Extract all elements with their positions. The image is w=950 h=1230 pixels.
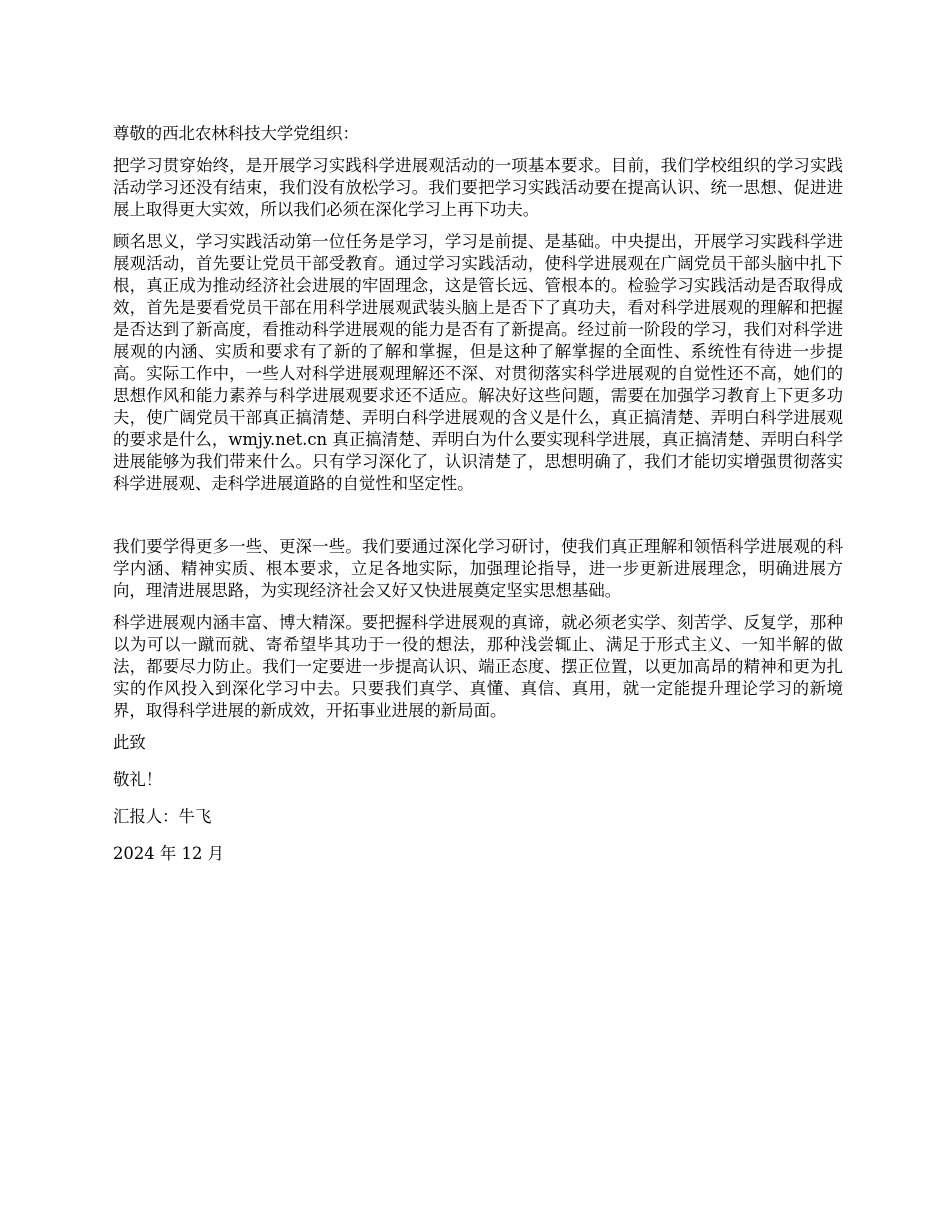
letter-document (113, 123, 843, 880)
closing-salute: 敬礼！ (113, 770, 163, 789)
paragraph-2: 顾名思义，学习实践活动第一位任务是学习，学习是前提、是基础。中央提出，开展学习实践科学进展观活动，首先要让党员干部受教育。通过学习实践活动，使科学进展观在广阔党员干部头脑中扎下根，真正成为推动经济社会进展的牢固理念，这是管长远、管根本的。检验学习实践活动是否取得成效，首先是要看党员干部在用科学进展观武装头脑上是否下了真功夫，看对科学进展观的理解和把握是否达到了新高度，看推动科学进展观的能力是否有了新提高。经过前一阶段的学习，我们对科学进展观的内涵、实质和要求有了新的了解和掌握，但是这种了解掌握的全面性、系统性有待进一步提高。实际工作中，一些人对科学进展观理解还不深、对贯彻落实科学进展观的自觉性还不高，她们的思想作风和能力素养与科学进展观要求还不适应。解决好这些问题，需要在加强学习教育上下更多功夫，使广阔党员干部真正搞清楚、弄明白科学进展观的含义是什么，真正搞清楚、弄明白科学进展观的要求是什么，wmjy.net.cn 真正搞清楚、弄明白为什么要实现科学进展，真正搞清楚、弄明白科学进展能够为我们带来什么。只有学习深化了，认识清楚了，思想明确了，我们才能切实增强贯彻落实科学进展观、走科学进展道路的自觉性和坚定性。 (113, 232, 843, 493)
paragraph-4: 科学进展观内涵丰富、博大精深。要把握科学进展观的真谛，就必须老实学、刻苦学、反复学，那种以为可以一蹴而就、寄希望毕其功于一役的想法，那种浅尝辄止、满足于形式主义、一知半解的做法，都要尽力防止。我们一定要进一步提高认识、端正态度、摆正位置，以更加高昂的精神和更为扎实的作风投入到深化学习中去。只要我们真学、真懂、真信、真用，就一定能提升理论学习的新境界，取得科学进展的新成效，开拓事业进展的新局面。 (113, 613, 843, 720)
closing-greeting: 此致 (113, 733, 146, 752)
paragraph-3: 我们要学得更多一些、更深一些。我们要通过深化学习研讨，使我们真正理解和领悟科学进展观的科学内涵、精神实质、根本要求，立足各地实际，加强理论指导，进一步更新进展理念，明确进展方向，理清进展思路，为实现经济社会又好又快进展奠定坚实思想基础。 (113, 537, 843, 600)
letter-date: 2024 年 12 月 (113, 844, 224, 863)
paragraph-gap (113, 505, 843, 536)
salutation: 尊敬的西北农林科技大学党组织： (113, 124, 359, 143)
reporter-signature: 汇报人：牛飞 (113, 807, 212, 826)
paragraph-1: 把学习贯穿始终，是开展学习实践科学进展观活动的一项基本要求。目前，我们学校组织的学习实践活动学习还没有结束，我们没有放松学习。我们要把学习实践活动要在提高认识、统一思想、促进进展上取得更大实效，所以我们必须在深化学习上再下功夫。 (113, 156, 843, 219)
